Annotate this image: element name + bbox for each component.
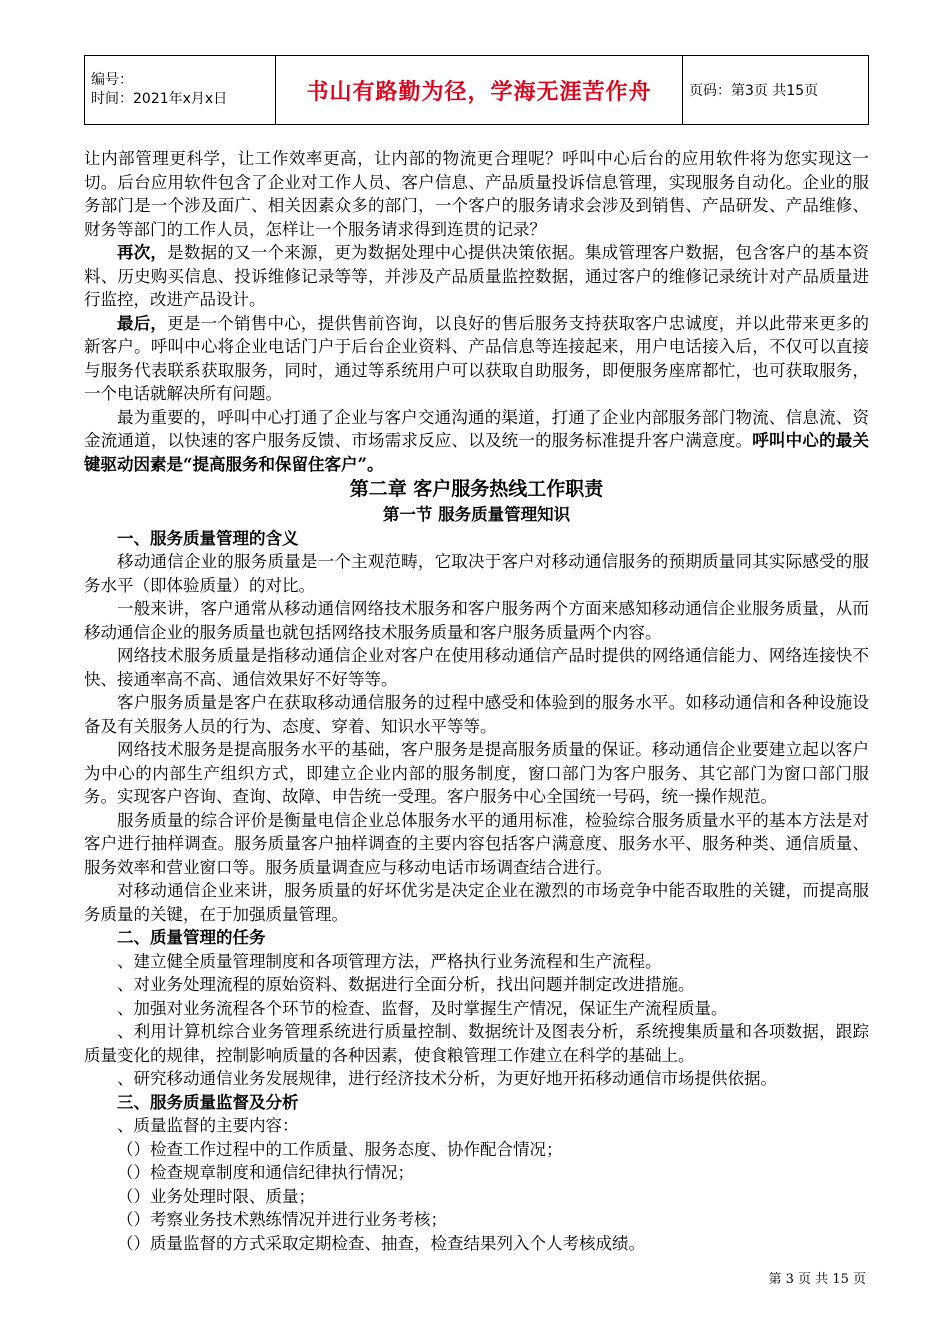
paragraph: 对移动通信企业来讲，服务质量的好坏优劣是决定企业在激烈的市场竞争中能否取胜的关键，而提高服务质量的关键，在于加强质量管理。	[84, 881, 869, 924]
document-body	[84, 147, 869, 1255]
paragraph: 网络技术服务质量是指移动通信企业对客户在使用移动通信产品时提供的网络通信能力、网络连接快不快、接通率高不高、通信效果好不好等等。	[84, 646, 869, 689]
paragraph-text: 更是一个销售中心，提供售前咨询，以良好的售后服务支持获取客户忠诚度，并以此带来更多的新客户。呼叫中心将企业电话门户于后台企业资料、产品信息等连接起来，用户电话接入后，不仅可以直接与服务代表联系获取服务，同时，通过等系统用户可以获取自助服务，即便服务座席都忙，也可获取服务，一个电话就解决所有问题。	[84, 313, 870, 403]
list-item: 、质量监督的主要内容：	[117, 1116, 299, 1135]
subheading: 二、质量管理的任务	[117, 928, 266, 947]
paragraph	[84, 406, 869, 477]
paragraph: 一般来讲，客户通常从移动通信网络技术服务和客户服务两个方面来感知移动通信企业服务质量，从而移动通信企业的服务质量也就包括网络技术服务质量和客户服务质量两个内容。	[84, 599, 869, 642]
paragraph	[84, 241, 869, 312]
header-number: 编号：	[91, 72, 133, 88]
list-item: （）质量监督的方式采取定期检查、抽查，检查结果列入个人考核成绩。	[117, 1233, 645, 1253]
paragraph	[84, 312, 869, 406]
page-footer: 第 3 页 共 15 页	[768, 1272, 866, 1287]
key-driver-statement: 呼叫中心的最关键驱动因素是“提高服务和保留住客户”。	[84, 431, 870, 474]
header-page-info: 页码：第3页 共15页	[683, 56, 869, 125]
paragraph-text: 是数据的又一个来源，更为数据处理中心提供决策依据。集成管理客户数据，包含客户的基本资料、历史购买信息、投诉维修记录等等，并涉及产品质量监控数据，通过客户的维修记录统计对产品质量进行监控，改进产品设计。	[84, 243, 870, 309]
paragraph: 客户服务质量是客户在获取移动通信服务的过程中感受和体验到的服务水平。如移动通信和各种设施设备及有关服务人员的行为、态度、穿着、知识水平等等。	[84, 693, 869, 736]
subheading: 一、服务质量管理的含义	[117, 528, 299, 548]
list-item: （）业务处理时限、质量；	[117, 1186, 315, 1206]
list-item: （）检查规章制度和通信纪律执行情况；	[117, 1163, 414, 1182]
paragraph: 服务质量的综合评价是衡量电信企业总体服务水平的通用标准，检验综合服务质量水平的基本方法是对客户进行抽样调查。服务质量客户抽样调查的主要内容包括客户满意度、服务水平、服务种类、通信质量、服务效率和营业窗口等。服务质量调查应与移动电话市场调查结合进行。	[84, 810, 869, 877]
list-item: 、研究移动通信业务发展规律，进行经济技术分析，为更好地开拓移动通信市场提供依据。	[117, 1069, 777, 1088]
paragraph-lead: 最后，	[117, 313, 168, 333]
list-item: （）检查工作过程中的工作质量、服务态度、协作配合情况；	[117, 1139, 563, 1159]
subheading: 三、服务质量监督及分析	[117, 1092, 299, 1112]
document-header	[84, 55, 869, 125]
paragraph: 网络技术服务是提高服务水平的基础，客户服务是提高服务质量的保证。移动通信企业要建立起以客户为中心的内部生产组织方式，即建立企业内部的服务制度，窗口部门为客户服务、其它部门为窗口部门服务。实现客户咨询、查询、故障、申告统一受理。客户服务中心全国统一号码，统一操作规范。	[84, 740, 869, 806]
paragraph-lead: 再次，	[117, 243, 168, 262]
list-item: 、利用计算机综合业务管理系统进行质量控制、数据统计及图表分析，系统搜集质量和各项数据，跟踪质量变化的规律，控制影响质量的各种因素，使食粮管理工作建立在科学的基础上。	[84, 1022, 869, 1065]
header-time: 时间：2021年x月x日	[91, 91, 228, 107]
paragraph: 移动通信企业的服务质量是一个主观范畴，它取决于客户对移动通信服务的预期质量同其实际感受的服务水平（即体验质量）的对比。	[84, 552, 869, 595]
list-item: 、加强对业务流程各个环节的检查、监督，及时掌握生产情况，保证生产流程质量。	[117, 998, 728, 1018]
list-item: 、建立健全质量管理制度和各项管理方法，严格执行业务流程和生产流程。	[117, 951, 662, 971]
section-title: 第一节 服务质量管理知识	[382, 505, 571, 524]
list-item: （）考察业务技术熟练情况并进行业务考核；	[117, 1210, 447, 1229]
paragraph-text: 最为重要的，呼叫中心打通了企业与客户交通沟通的渠道，打通了企业内部服务部门物流、信息流、资金流通道，以快速的客户服务反馈、市场需求反应、以及统一的服务标准提升客户满意度。	[84, 407, 869, 450]
chapter-title: 第二章 客户服务热线工作职责	[349, 478, 604, 500]
list-item: 、对业务处理流程的原始资料、数据进行全面分析，找出问题并制定改进措施。	[117, 975, 695, 994]
header-slogan: 书山有路勤为径，学海无涯苦作舟	[276, 56, 683, 125]
header-meta	[85, 56, 276, 125]
paragraph: 让内部管理更科学，让工作效率更高，让内部的物流更合理呢？呼叫中心后台的应用软件将为您实现这一切。后台应用软件包含了企业对工作人员、客户信息、产品质量投诉信息管理，实现服务自动化。企业的服务部门是一个涉及面广、相关因素众多的部门，一个客户的服务请求会涉及到销售、产品研发、产品维修、财务等部门的工作人员，怎样让一个服务请求得到连贯的记录？	[84, 149, 869, 239]
